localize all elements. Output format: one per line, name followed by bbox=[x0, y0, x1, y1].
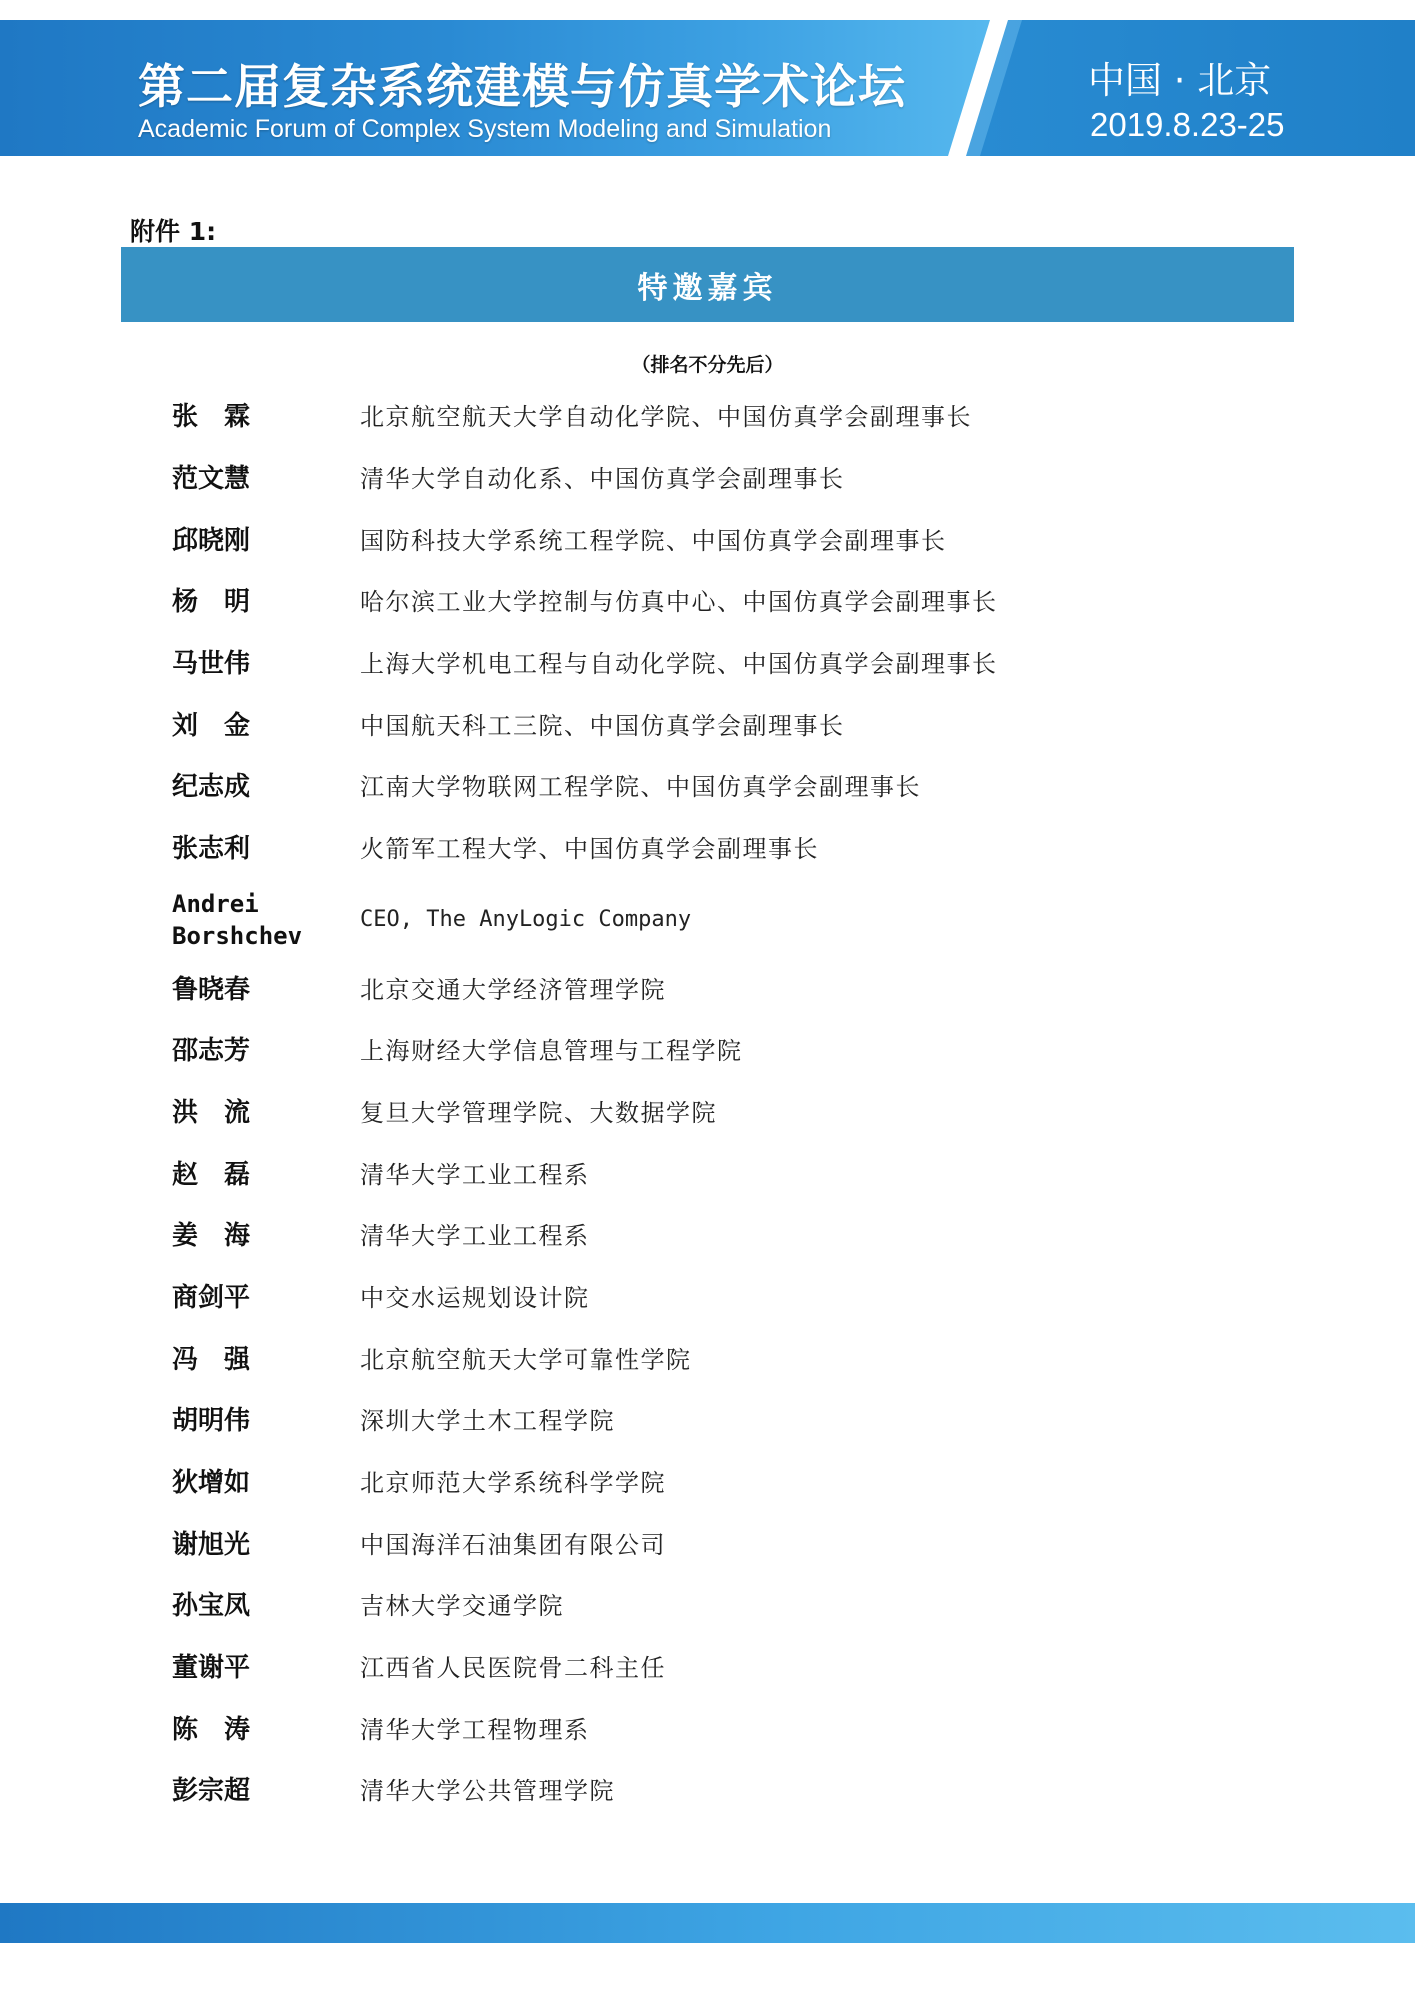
guest-name: 刘 金 bbox=[172, 711, 251, 741]
guest-name: 范文慧 bbox=[172, 464, 251, 494]
forum-title-en: Academic Forum of Complex System Modeling and Simulation bbox=[138, 115, 832, 143]
guest-row bbox=[0, 1525, 1415, 1565]
guest-row bbox=[0, 1340, 1415, 1380]
guest-row bbox=[0, 1771, 1415, 1811]
guest-row bbox=[0, 1710, 1415, 1750]
guest-affiliation: 复旦大学管理学院、大数据学院 bbox=[360, 1099, 717, 1127]
guest-affiliation: 北京航空航天大学可靠性学院 bbox=[360, 1346, 692, 1374]
guest-name: 陈 涛 bbox=[172, 1715, 251, 1745]
guest-row bbox=[0, 767, 1415, 807]
guest-affiliation: 清华大学公共管理学院 bbox=[360, 1777, 615, 1805]
guest-name: 张 霖 bbox=[172, 402, 251, 432]
guest-row bbox=[0, 582, 1415, 622]
guest-name: 彭宗超 bbox=[172, 1776, 251, 1806]
guest-name: 姜 海 bbox=[172, 1221, 251, 1251]
guest-affiliation: 北京航空航天大学自动化学院、中国仿真学会副理事长 bbox=[360, 403, 972, 431]
guest-affiliation: 上海大学机电工程与自动化学院、中国仿真学会副理事长 bbox=[360, 650, 998, 678]
guest-affiliation: 吉林大学交通学院 bbox=[360, 1592, 564, 1620]
guest-row bbox=[0, 1155, 1415, 1195]
guest-affiliation: 清华大学自动化系、中国仿真学会副理事长 bbox=[360, 465, 845, 493]
guest-row bbox=[0, 1648, 1415, 1688]
guest-affiliation: 清华大学工程物理系 bbox=[360, 1716, 590, 1744]
guest-affiliation: 中交水运规划设计院 bbox=[360, 1284, 590, 1312]
guest-affiliation: 北京师范大学系统科学学院 bbox=[360, 1469, 666, 1497]
guest-name: 冯 强 bbox=[172, 1345, 251, 1375]
guest-row bbox=[0, 706, 1415, 746]
guest-row bbox=[0, 459, 1415, 499]
guest-row bbox=[0, 1401, 1415, 1441]
forum-title-cn: 第二届复杂系统建模与仿真学术论坛 bbox=[138, 60, 906, 115]
guest-affiliation: 北京交通大学经济管理学院 bbox=[360, 976, 666, 1004]
guest-name: 董谢平 bbox=[172, 1653, 251, 1683]
guest-row bbox=[0, 1093, 1415, 1133]
guest-affiliation: 火箭军工程大学、中国仿真学会副理事长 bbox=[360, 835, 819, 863]
guest-row bbox=[0, 1031, 1415, 1071]
guest-row bbox=[0, 829, 1415, 869]
guest-name: 邵志芳 bbox=[172, 1036, 251, 1066]
footer-bar bbox=[0, 1903, 1415, 1943]
guest-name: 狄增如 bbox=[172, 1468, 251, 1498]
guest-name: 邱晓刚 bbox=[172, 526, 251, 556]
guest-name: 马世伟 bbox=[172, 649, 251, 679]
guest-name: 杨 明 bbox=[172, 587, 251, 617]
guest-name: 孙宝凤 bbox=[172, 1591, 251, 1621]
guest-affiliation: 清华大学工业工程系 bbox=[360, 1222, 590, 1250]
guest-affiliation: 哈尔滨工业大学控制与仿真中心、中国仿真学会副理事长 bbox=[360, 588, 998, 616]
guest-affiliation: 江西省人民医院骨二科主任 bbox=[360, 1654, 666, 1682]
guest-row bbox=[0, 970, 1415, 1010]
guest-row bbox=[0, 890, 1415, 950]
guest-name: Andrei Borshchev bbox=[172, 890, 303, 950]
guest-row bbox=[0, 1586, 1415, 1626]
guest-affiliation: 深圳大学土木工程学院 bbox=[360, 1407, 615, 1435]
section-title: 特邀嘉宾 bbox=[121, 247, 1294, 322]
guest-row bbox=[0, 1463, 1415, 1503]
guest-row bbox=[0, 644, 1415, 684]
guest-name: 商剑平 bbox=[172, 1283, 251, 1313]
forum-location: 中国 · 北京 bbox=[1088, 59, 1272, 102]
guest-affiliation: 国防科技大学系统工程学院、中国仿真学会副理事长 bbox=[360, 527, 947, 555]
section-subtitle: （排名不分先后） bbox=[631, 354, 784, 376]
guest-affiliation: CEO, The AnyLogic Company bbox=[360, 907, 692, 932]
header-banner bbox=[0, 20, 1415, 156]
attachment-label: 附件 1: bbox=[130, 217, 217, 246]
guest-name: 鲁晓春 bbox=[172, 975, 251, 1005]
guest-affiliation: 上海财经大学信息管理与工程学院 bbox=[360, 1037, 743, 1065]
guest-affiliation: 中国航天科工三院、中国仿真学会副理事长 bbox=[360, 712, 845, 740]
guest-name: 张志利 bbox=[172, 834, 251, 864]
forum-date: 2019.8.23-25 bbox=[1090, 106, 1285, 143]
guest-name: 谢旭光 bbox=[172, 1530, 251, 1560]
guest-affiliation: 江南大学物联网工程学院、中国仿真学会副理事长 bbox=[360, 773, 921, 801]
guest-affiliation: 中国海洋石油集团有限公司 bbox=[360, 1531, 666, 1559]
guest-affiliation: 清华大学工业工程系 bbox=[360, 1161, 590, 1189]
guest-name: 赵 磊 bbox=[172, 1160, 251, 1190]
guest-name: 纪志成 bbox=[172, 772, 251, 802]
guest-row bbox=[0, 521, 1415, 561]
guest-name: 胡明伟 bbox=[172, 1406, 251, 1436]
guest-name: 洪 流 bbox=[172, 1098, 251, 1128]
guest-row bbox=[0, 1278, 1415, 1318]
guest-row bbox=[0, 397, 1415, 437]
guest-row bbox=[0, 1216, 1415, 1256]
